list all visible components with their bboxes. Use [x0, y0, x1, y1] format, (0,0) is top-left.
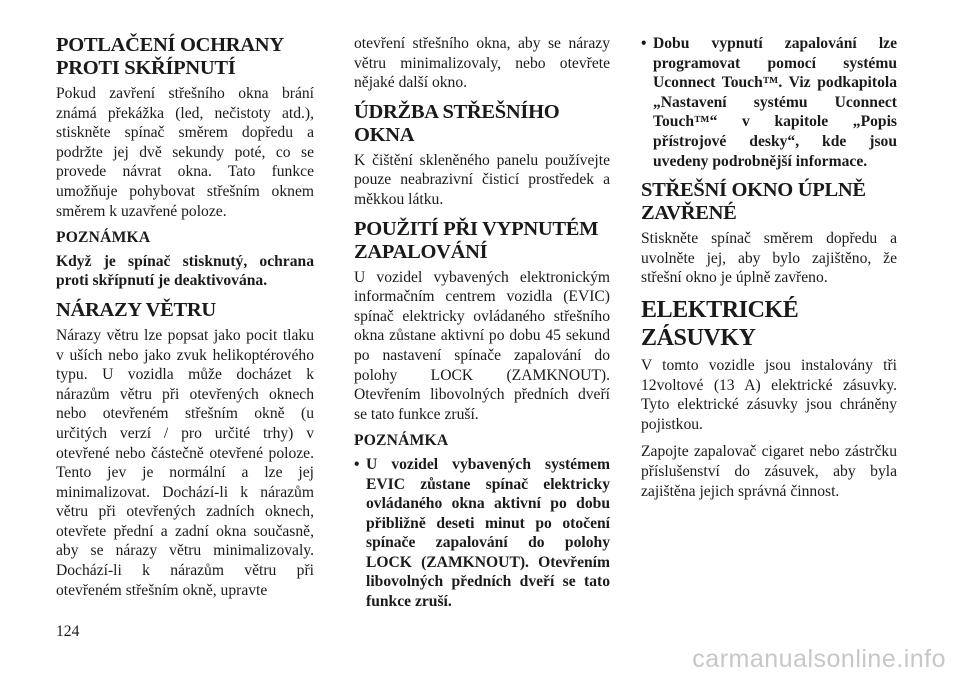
section-heading-sunroof-maintenance: ÚDRŽBA STŘEŠNÍHO OKNA	[354, 100, 560, 146]
note-bullet-uconnect: • Dobu vypnutí zapalování lze programovat pomocí systému Uconnect Touch™. Viz podkapitola „Nastavení systému Uconnect Touch™“ v kapitole „Popis přístrojové desky“, kde jsou uvedeny podrobnější informace.	[641, 34, 897, 171]
column-middle	[354, 34, 610, 612]
column-right	[641, 34, 897, 501]
section-heading-wind-buffeting: NÁRAZY VĚTRU	[56, 298, 216, 321]
note-label: POZNÁMKA	[354, 432, 449, 450]
page-number: 124	[56, 623, 80, 640]
paragraph-pinch-protection: Pokud zavření střešního okna brání známá překážka (led, nečistoty atd.), stiskněte spínač směrem dopředu a podržte jej dvě sekundy poté, co se provede návrat okna. Tato funkce umožňuje pohybovat střešním oknem směrem k uzavřené poloze.	[56, 85, 314, 220]
note-text-pinch: Když je spínač stisknutý, ochrana proti skřípnutí je deaktivována.	[56, 252, 314, 290]
paragraph-sunroof-fully-closed: Stiskněte spínač směrem dopředu a uvolněte jej, aby bylo zajištěno, že střešní okno je úplně zavřeno.	[641, 230, 897, 287]
note-label: POZNÁMKA	[56, 229, 151, 247]
watermark-text: carmanualsonline.info	[692, 645, 946, 673]
paragraph-wind-buffeting-continued: otevření střešního okna, aby se nárazy větru minimalizovaly, nebo otevřete nějaké další okno.	[354, 35, 610, 92]
paragraph-sunroof-maintenance: K čištění skleněného panelu používejte pouze neabrazivní čisticí prostředek a měkkou látku.	[354, 151, 610, 208]
note-bullet-list	[354, 455, 610, 612]
paragraph-wind-buffeting: Nárazy větru lze popsat jako pocit tlaku v uších nebo jako zvuk helikoptérového typu. U vozidla může docházet k nárazům větru při otevřených oknech nebo otevřeném střešním okně (u určitých verzí / pro určité trhy) v otevřené nebo částečně otevřené poloze. Tento jev je normální a lze jej minimalizovat. Dochází-li k nárazům větru při otevřených zadních oknech, otevřete přední a zadní okna současně, aby se nárazy větru minimalizovaly. Dochází-li k nárazům větru při otevřeném střešním okně, upravte	[56, 326, 314, 599]
section-heading-power-outlets: ELEKTRICKÉ ZÁSUVKY	[641, 296, 799, 351]
section-heading-ignition-off-operation: POUŽITÍ PŘI VYPNUTÉM ZAPALOVÁNÍ	[354, 217, 599, 263]
note-bullet-list-continued	[641, 34, 897, 171]
section-heading-sunroof-fully-closed: STŘEŠNÍ OKNO ÚPLNĚ ZAVŘENÉ	[641, 179, 866, 225]
section-heading-pinch-protection-override: POTLAČENÍ OCHRANY PROTI SKŘÍPNUTÍ	[56, 34, 284, 79]
paragraph-power-outlets-2: Zapojte zapalovač cigaret nebo zástrčku příslušenství do zásuvek, aby byla zajištěna jejich správná činnost.	[641, 443, 897, 500]
paragraph-power-outlets-1: V tomto vozidle jsou instalovány tři 12voltové (13 A) elektrické zásuvky. Tyto elektrické zásuvky jsou chráněny pojistkou.	[641, 356, 897, 433]
note-bullet-evic: • U vozidel vybavených systémem EVIC zůstane spínač elektricky ovládaného okna aktivní po dobu přibližně deseti minut po otočení spínače zapalování do polohy LOCK (ZAMKNOUT). Otevřením libovolných předních dveří se tato funkce zruší.	[354, 455, 610, 612]
paragraph-ignition-off-operation: U vozidel vybavených elektronickým informačním centrem vozidla (EVIC) spínač elektricky ovládaného střešního okna zůstane aktivní po dobu 45 sekund po nastavení spínače zapalování do polohy LOCK (ZAMKNOUT). Otevřením libovolných předních dveří se tato funkce zruší.	[354, 268, 610, 423]
column-left	[56, 34, 314, 600]
